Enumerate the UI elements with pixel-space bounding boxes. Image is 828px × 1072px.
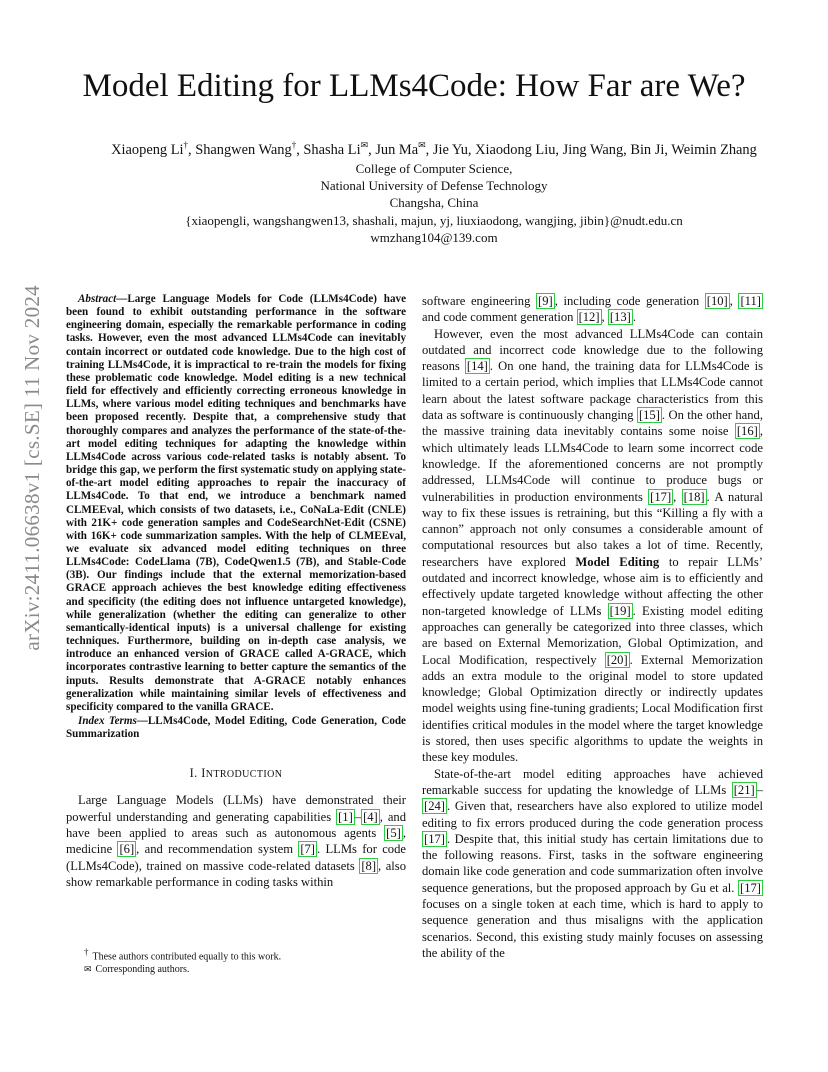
citation-link[interactable]: [8]: [361, 858, 377, 873]
author-list: Xiaopeng Li†, Shangwen Wang†, Shasha Li✉, Jun Ma✉, Jie Yu, Xiaodong Liu, Jing Wang, Bin Ji, Weimin Zhang: [111, 140, 757, 158]
affiliation-line: Changsha, China: [389, 195, 479, 211]
text-run: focuses on a single token at each time, which is hard to apply to sequence generation and thus misaligns with the application scenarios. Second, this existing study mainly focuses on assessing the ability of the: [422, 896, 763, 960]
section-heading: [66, 765, 406, 783]
text-run: However, even the most advanced LLMs4Code can contain outdated and incorrect code knowledge due to the following reasons: [422, 326, 763, 374]
footnote-mark: †: [84, 947, 89, 957]
equal-contribution-mark: †: [291, 140, 297, 151]
footnotes: [84, 946, 404, 976]
affiliation-line: College of Computer Science,: [355, 161, 513, 176]
text-run: ,: [601, 310, 608, 325]
citation-link[interactable]: [17]: [424, 831, 445, 846]
citation-link[interactable]: [11]: [740, 294, 761, 308]
abstract: [66, 293, 406, 714]
citation-link[interactable]: [6]: [119, 842, 135, 857]
citation-link[interactable]: [16]: [736, 424, 758, 439]
text-run: ,: [673, 489, 682, 504]
intro-paragraph: [66, 792, 406, 890]
text-run: State-of-the-art model editing approaches have achieved remarkable success for updating the knowledge of LLMs: [422, 766, 763, 797]
author-name: Jun Ma: [375, 142, 419, 158]
author-name: Xiaopeng Li: [111, 142, 184, 158]
citation-link[interactable]: [17]: [650, 489, 672, 504]
citation-link[interactable]: [1]: [338, 809, 353, 824]
citation-link[interactable]: [15]: [638, 408, 660, 423]
citation-link[interactable]: [10]: [706, 294, 728, 308]
text-run: .: [632, 310, 636, 325]
text-run: . Despite that, this initial study has certain limitations due to the following reasons. First, tasks in the software engineering domain like code generation and code summarization often involve sequence generations, but the proposed approach by Gu et al.: [422, 831, 763, 895]
arxiv-identifier-stamp: arXiv:2411.06638v1 [cs.SE] 11 Nov 2024: [20, 285, 44, 651]
text-run: , and have been applied to areas such as autonomous agents: [66, 809, 406, 840]
text-run: . Given that, researchers have also explored to utilize model editing to fix errors produced during the code generation process: [422, 799, 763, 830]
footnote: [84, 946, 404, 963]
affiliation-block: [40, 160, 828, 246]
paper-title: Model Editing for LLMs4Code: How Far are We?: [82, 68, 746, 104]
left-column: [66, 293, 406, 890]
text-run: and code comment generation: [422, 310, 577, 325]
section-title-initial: I: [201, 766, 206, 781]
citation-link[interactable]: [9]: [538, 294, 553, 308]
citation-link[interactable]: [18]: [683, 489, 705, 504]
text-run: . External Memorization adds an extra module to the original model to store updated knowledge; Global Optimization directly or indirectly updates model weights using fine-tuning gradients; Local Modification first identifies critical modules in the model where the target knowledge is stored, then uses specific algorithms to update the weights in these key modules.: [422, 652, 764, 765]
email-line: wmzhang104@139.com: [370, 229, 498, 245]
body-paragraph: [422, 766, 763, 962]
affiliation-line: National University of Defense Technology: [320, 178, 548, 194]
citation-link[interactable]: [7]: [300, 842, 315, 857]
citation-link[interactable]: [24]: [424, 799, 445, 814]
footnote-mark: ✉: [84, 964, 92, 975]
text-run: , medicine: [66, 825, 406, 857]
corresponding-author-mark: ✉: [360, 140, 369, 151]
abstract-text: —Large Language Models for Code (LLMs4Code) have been found to exhibit outstanding performance in the software engineering domain, especially the remarkable performance in coding tasks. However, even the most advanced LLMs4Code can inevitably contain incorrect or outdated code knowledge. Due to the high cost of training LLMs4Code, it is impractical to re-train the models for fixing these problematic code knowledge. Model editing is a new technical field for effectively and efficiently correcting erroneous knowledge in LLMs, where various model editing techniques and benchmarks have been proposed recently. Despite that, a comprehensive study that thoroughly compares and analyzes the performance of the state-of-the-art model editing techniques for adapting the knowledge within LLMs4Code across various code-related tasks is notably absent. To bridge this gap, we perform the first systematic study on applying state-of-the-art model editing approaches to repair the inaccuracy of LLMs4Code. To that end, we introduce a benchmark named CLMEEval, which consists of two datasets, i.e., CoNaLa-Edit (CNLE) with 21K+ code generation samples and CodeSearchNet-Edit (CSNE) with 16K+ code summarization samples. With the help of CLMEEval, we evaluate six advanced model editing techniques on three LLMs4Code: CodeLlama (7B), CodeQwen1.5 (7B), and Stable-Code (3B). Our findings include that the external memorization-based GRACE approach achieves the best knowledge editing effectiveness and specificity (the editing does not influence untargeted knowledge), while generalization (whether the editing can generalize to other semantically-identical inputs) is a universal challenge for existing techniques. Furthermore, building on in-depth case analysis, we introduce an enhanced version of GRACE called A-GRACE, which incorporates contrastive learning to better capture the semantics of the inputs. Results demonstrate that A-GRACE notably enhances generalization while maintaining similar levels of effectiveness and specificity compared to the vanilla GRACE.: [66, 293, 406, 713]
text-run: Large Language Models (LLMs) have demonstrated their powerful understanding and generating capabilities: [66, 793, 406, 824]
index-terms-text: —LLMs4Code, Model Editing, Code Generation, Code Summarization: [66, 715, 406, 741]
citation-link[interactable]: [14]: [466, 359, 488, 374]
citation-link[interactable]: [12]: [578, 310, 600, 325]
text-run: . On one hand, the training data for LLMs4Code is limited to a certain period, which implies that LLMs4Code cannot learn about the latest software package characteristics from this data as software is continuously changing: [422, 359, 764, 423]
right-column: [422, 293, 763, 961]
section-title-rest: NTRODUCTION: [205, 769, 283, 781]
text-run: , which ultimately leads LLMs4Code to learn some incorrect code knowledge. If the aforementioned concerns are not promptly addressed, LLMs4Code will continue to produce bugs or vulnerabilities in production environments: [422, 424, 763, 504]
corresponding-author-mark: ✉: [418, 140, 426, 151]
abstract-label: Abstract: [78, 293, 117, 305]
text-run: to repair LLMs’ outdated and incorrect knowledge, whose aim is to efficiently and effectively update targeted knowledge without affecting the other non-targeted knowledge of LLMs: [422, 554, 763, 618]
author-name: Shangwen Wang: [195, 142, 292, 158]
citation-link[interactable]: [5]: [386, 825, 401, 840]
citation-link[interactable]: [13]: [609, 310, 631, 325]
author-names: Jie Yu, Xiaodong Liu, Jing Wang, Bin Ji, Weimin Zhang: [432, 142, 757, 158]
email-line: {xiaopengli, wangshangwen13, shashali, majun, yj, liuxiaodong, wangjing, jibin}@nudt.edu.cn: [185, 212, 683, 228]
citation-link[interactable]: [21]: [733, 782, 755, 797]
text-run: , and recommendation system: [136, 842, 299, 857]
equal-contribution-mark: †: [183, 140, 188, 151]
text-run: , also show remarkable performance in coding tasks within: [66, 858, 407, 889]
footnote-text: Corresponding authors.: [95, 964, 190, 976]
index-terms: [66, 715, 406, 741]
text-run: . LLMs for code (LLMs4Code), trained on massive code-related datasets: [66, 842, 406, 873]
text-run: . Existing model editing approaches can generally be categorized into three classes, which are based on External Memorization, Global Optimization, and Local Modification, respectively: [422, 603, 764, 667]
citation-link[interactable]: [19]: [609, 603, 631, 618]
body-paragraph: [422, 293, 763, 326]
text-run: . On the other hand, the massive training data inevitably contains some noise: [422, 408, 764, 439]
text-run: software engineering: [422, 294, 537, 308]
text-run: –: [756, 782, 763, 797]
text-run: ,: [729, 294, 739, 308]
section-number: I.: [189, 766, 198, 781]
footnote-text: These authors contributed equally to this work.: [92, 951, 282, 963]
author-name: Shasha Li: [303, 142, 361, 158]
text-run: . A natural way to fix these issues is retraining, but this “Killing a fly with a cannon” approach not only consumes a considerable amount of computational resources but also takes a lot of time. Recently, researchers have explored: [422, 489, 763, 569]
index-terms-label: Index Terms: [78, 715, 137, 727]
body-paragraph: [422, 326, 763, 766]
bold-term: Model Editing: [575, 554, 660, 569]
citation-link[interactable]: [17]: [740, 880, 761, 895]
text-run: –: [354, 809, 362, 824]
citation-link[interactable]: [20]: [606, 652, 628, 667]
citation-link[interactable]: [4]: [363, 809, 378, 824]
text-run: , including code generation: [554, 294, 705, 308]
footnote: [84, 963, 404, 976]
